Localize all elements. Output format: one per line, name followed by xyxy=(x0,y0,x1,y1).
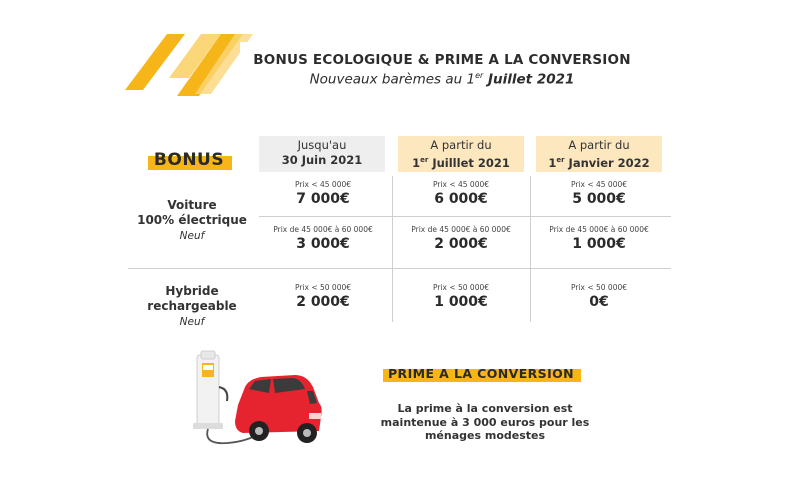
table-cell: Prix < 45 000€ 6 000€ xyxy=(432,180,490,207)
table-cell: Prix de 45 000€ à 60 000€ 1 000€ xyxy=(549,225,649,252)
prime-conversion-text: La prime à la conversion est maintenue à 3 000 euros pour les ménages modestes xyxy=(380,402,590,442)
bonus-label: BONUS xyxy=(145,148,233,176)
column-header-from-july-2021: A partir du 1er Juilllet 2021 xyxy=(398,136,524,172)
grid-divider xyxy=(259,216,671,217)
prime-conversion-label: PRIME A LA CONVERSION xyxy=(377,362,585,386)
table-cell: Prix de 45 000€ à 60 000€ 3 000€ xyxy=(273,225,373,252)
row-label-electric: Voiture 100% électrique Neuf xyxy=(137,198,247,242)
title-banner xyxy=(240,42,680,96)
decorative-stripes xyxy=(125,30,255,100)
grid-divider xyxy=(392,176,393,322)
table-cell: Prix < 50 000€ 1 000€ xyxy=(432,283,490,310)
table-cell: Prix de 45 000€ à 60 000€ 2 000€ xyxy=(411,225,511,252)
grid-divider xyxy=(128,268,671,269)
page-title: BONUS ECOLOGIQUE & PRIME A LA CONVERSION xyxy=(253,52,631,68)
electric-car-charging-illustration xyxy=(183,347,333,457)
table-cell: Prix < 50 000€ 0€ xyxy=(570,283,628,310)
row-label-hybrid: Hybride rechargeable Neuf xyxy=(147,284,237,328)
table-cell: Prix < 45 000€ 5 000€ xyxy=(570,180,628,207)
page-subtitle: Nouveaux barèmes au 1er Juillet 2021 xyxy=(309,71,575,88)
table-cell: Prix < 45 000€ 7 000€ xyxy=(294,180,352,207)
grid-divider xyxy=(530,176,531,322)
electric-car-icon xyxy=(235,375,322,443)
column-header-until-june-2021: Jusqu'au 30 Juin 2021 xyxy=(259,136,385,172)
table-cell: Prix < 50 000€ 2 000€ xyxy=(294,283,352,310)
column-header-from-january-2022: A partir du 1er Janvier 2022 xyxy=(536,136,662,172)
